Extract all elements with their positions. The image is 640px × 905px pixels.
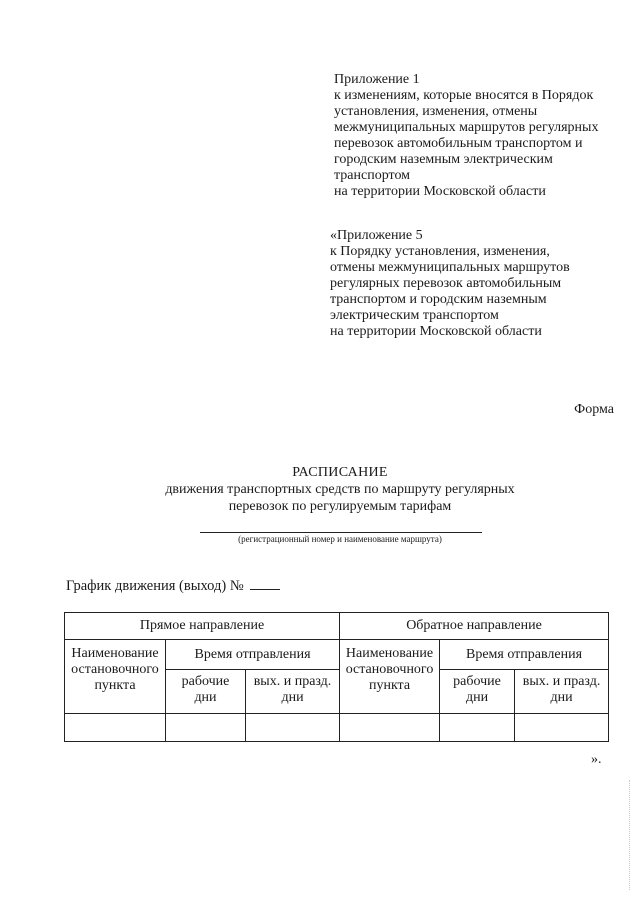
title-line: перевозок по регулируемым тарифам [228, 499, 452, 514]
appendix-5-line: отмены межмуниципальных маршрутов [330, 260, 570, 275]
stop-name-line: остановочного [345, 662, 434, 677]
appendix-5-line: «Приложение 5 [330, 228, 423, 243]
schedule-number-line [66, 577, 280, 595]
backward-direction-header: Обратное направление [340, 613, 609, 640]
stop-name-line: Наименование [71, 646, 159, 661]
holidays-line: дни [281, 690, 304, 705]
stop-name-header [65, 640, 166, 714]
stop-name-line: Наименование [345, 646, 434, 661]
departure-time-header: Время отправления [440, 640, 609, 670]
holidays-line: вых. и празд. [522, 674, 601, 689]
appendix-5-line: к Порядку установления, изменения, [330, 244, 550, 259]
appendix-1-line: установления, изменения, отмены [334, 104, 538, 119]
title-heading: РАСПИСАНИЕ [292, 465, 388, 480]
workdays-line: дни [465, 690, 489, 705]
holidays-line: вых. и празд. [253, 674, 332, 689]
empty-cell [166, 714, 246, 742]
appendix-5-line: электрическим транспортом [330, 308, 499, 323]
holidays-header [246, 670, 340, 714]
appendix-1-line: перевозок автомобильным транспортом и [334, 136, 583, 151]
form-label: Форма [574, 402, 614, 417]
workdays-line: рабочие [181, 674, 230, 689]
appendix-5-line: на территории Московской области [330, 324, 542, 339]
appendix-1-line: транспортом [334, 168, 411, 183]
appendix-1-line: городским наземным электрическим [334, 152, 553, 167]
workdays-line: рабочие [453, 674, 501, 689]
appendix-5-line: транспортом и городским наземным [330, 292, 547, 307]
forward-direction-header: Прямое направление [65, 613, 340, 640]
scan-edge-artifact [629, 780, 632, 890]
appendix-1-line: к изменениям, которые вносятся в Порядок [334, 88, 594, 103]
registration-underline [200, 532, 482, 533]
holidays-header [515, 670, 609, 714]
empty-cell [340, 714, 440, 742]
workdays-header [440, 670, 515, 714]
schedule-table [64, 612, 609, 742]
appendix-1-header [334, 72, 598, 200]
appendix-1-line: межмуниципальных маршрутов регулярных [334, 120, 599, 135]
stop-name-line: пункта [94, 678, 136, 693]
empty-cell [65, 714, 166, 742]
registration-caption: (регистрационный номер и наименование маршрута) [238, 534, 442, 544]
stop-name-header [340, 640, 440, 714]
stop-name-line: остановочного [71, 662, 159, 677]
closing-quote: ». [591, 752, 602, 767]
empty-cell [515, 714, 609, 742]
stop-name-line: пункта [368, 678, 411, 693]
workdays-line: дни [194, 690, 217, 705]
appendix-1-line: на территории Московской области [334, 184, 546, 199]
departure-time-header: Время отправления [166, 640, 340, 670]
empty-cell [246, 714, 340, 742]
schedule-label: График движения (выход) № [66, 578, 244, 594]
workdays-header [166, 670, 246, 714]
document-title [0, 464, 640, 515]
appendix-5-line: регулярных перевозок автомобильным [330, 276, 562, 291]
appendix-1-line: Приложение 1 [334, 72, 420, 87]
appendix-5-header [330, 228, 570, 340]
schedule-number-blank [250, 577, 280, 590]
title-line: движения транспортных средств по маршруту регулярных [165, 482, 515, 497]
holidays-line: дни [550, 690, 573, 705]
empty-cell [440, 714, 515, 742]
